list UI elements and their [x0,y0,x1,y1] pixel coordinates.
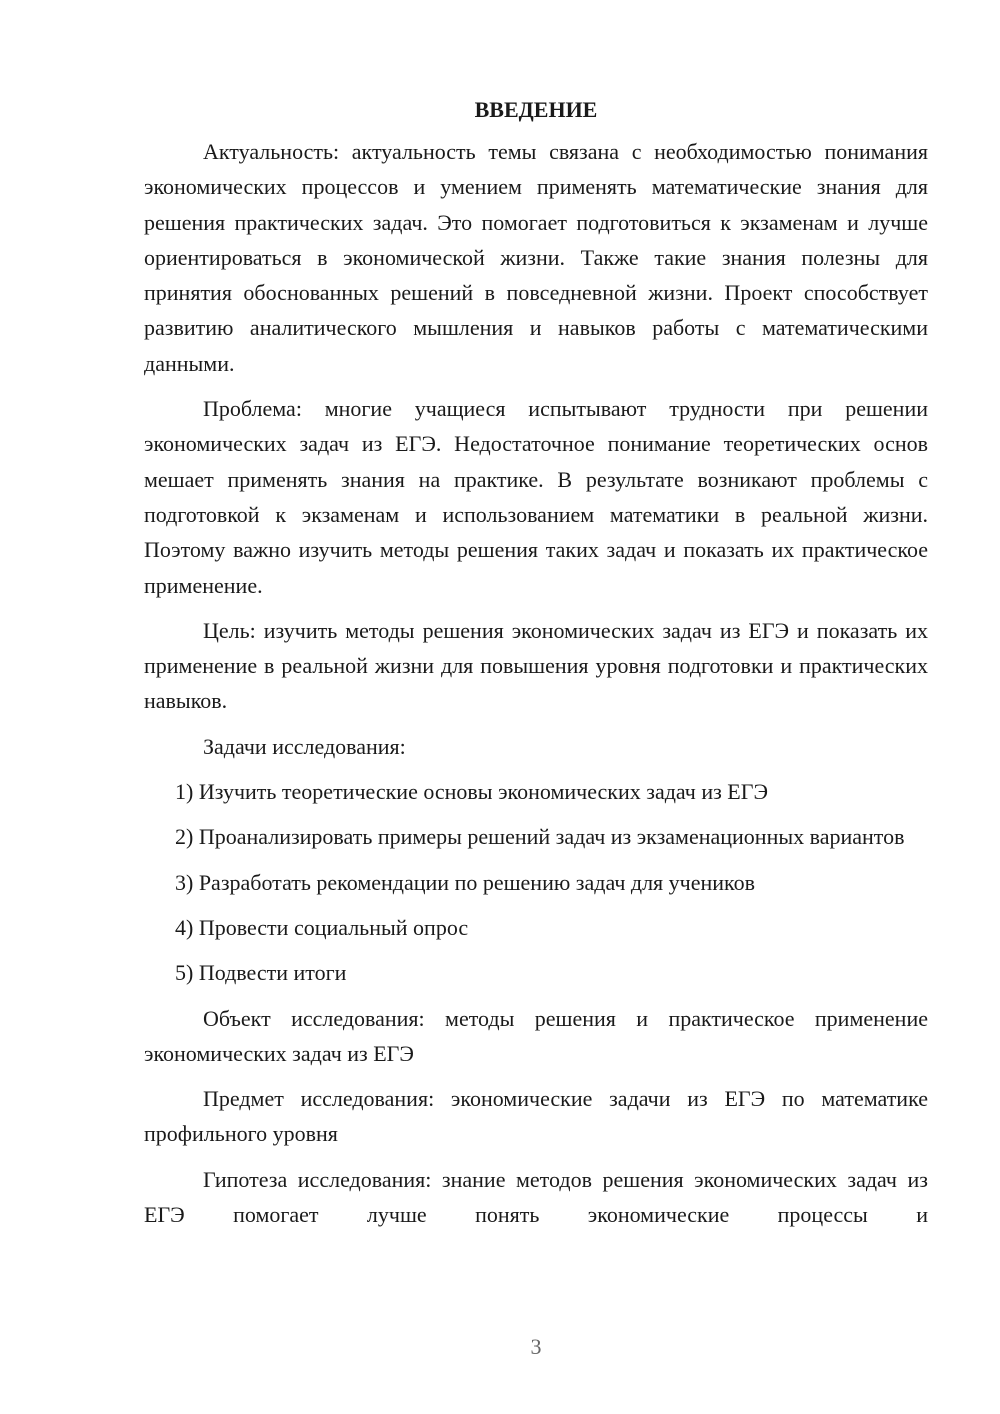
tasks-title: Задачи исследования: [203,733,406,759]
goal-paragraph: Цель: изучить методы решения экономических задач из ЕГЭ и показать их применение в реальной жизни для повышения уровня подготовки и практических навыков. [144,617,928,714]
subject-paragraph: Предмет исследования: экономические задачи из ЕГЭ по математике профильного уровня [144,1086,928,1147]
task-item-4: 4) Провести социальный опрос [175,914,469,940]
relevance-paragraph: Актуальность: актуальность темы связана с необходимостью понимания экономических процессов и умением применять математические знания для решения практических задач. Это помогает подготовиться к экзаменам и лучше ориентироваться в экономической жизни. Также такие знания полезны для принятия обоснованных решений в повседневной жизни. Проект способствует развитию аналитического мышления и навыков работы с математическими данными. [144,139,928,376]
problem-paragraph: Проблема: многие учащиеся испытывают трудности при решении экономических задач из ЕГЭ. Недостаточное понимание теоретических основ мешает применять знания на практике. В результате возникают проблемы с подготовкой к экзаменам и использованием математики в реальной жизни. Поэтому важно изучить методы решения таких задач и показать их практическое применение. [144,396,928,598]
object-paragraph: Объект исследования: методы решения и практическое применение экономических задач из ЕГЭ [144,1005,928,1066]
hypothesis-paragraph: Гипотеза исследования: знание методов решения экономических задач из ЕГЭ помогает лучше понять экономические процессы и [144,1166,928,1228]
section-heading: ВВЕДЕНИЕ [474,97,598,122]
page-content [144,92,928,1232]
task-item-1: 1) Изучить теоретические основы экономических задач из ЕГЭ [175,779,768,805]
task-item-3: 3) Разработать рекомендации по решению задач для учеников [175,869,756,895]
page-number: 3 [530,1334,542,1359]
task-item-2: 2) Проанализировать примеры решений задач из экзаменационных вариантов [175,824,905,850]
task-item-5: 5) Подвести итоги [175,960,347,986]
